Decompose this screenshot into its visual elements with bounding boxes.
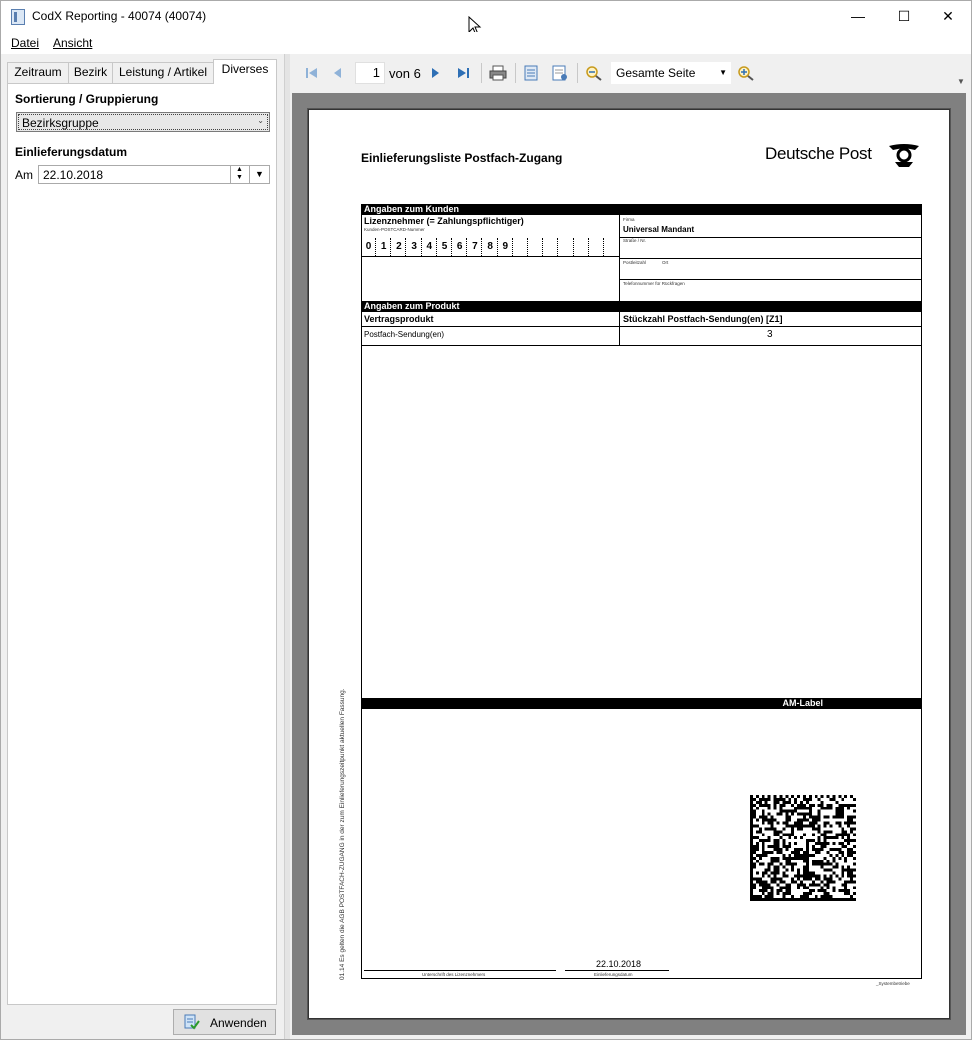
customer-number-digit: 0 [362, 238, 376, 256]
datamatrix-code [750, 795, 856, 901]
signature-line [364, 970, 556, 971]
delivery-date-value: 22.10.2018 [43, 168, 104, 182]
apply-button[interactable] [173, 1009, 276, 1035]
toolbar-separator [515, 63, 516, 83]
previous-page-icon[interactable] [329, 65, 347, 81]
delivery-date-input[interactable] [38, 165, 270, 184]
first-page-icon[interactable] [303, 65, 321, 81]
sort-label: Sortierung / Gruppierung [15, 92, 159, 106]
side-legal-text: 01.14 Es gelten die AGB POSTFACH-ZUGANG in der zum Einlieferungszeitpunkt aktuellen Fassung. [339, 688, 346, 980]
customer-number-digit [544, 238, 558, 256]
firm-value: Universal Mandant [623, 225, 695, 234]
phone-label: Telefonnummer für Rückfragen [623, 281, 685, 286]
zip-label: Postleitzahl [623, 260, 647, 265]
menu-view[interactable]: Ansicht [53, 36, 93, 50]
apply-button-label: Anwenden [210, 1016, 267, 1030]
calendar-dropdown-button[interactable]: ▼ [249, 166, 269, 183]
tab-zeitraum[interactable]: Zeitraum [7, 62, 69, 83]
date-spinner[interactable] [230, 166, 248, 183]
table-border [361, 215, 362, 301]
customer-number-digit: 3 [408, 238, 422, 256]
customer-number-digit: 8 [484, 238, 498, 256]
tab-diverses[interactable]: Diverses [213, 59, 277, 84]
table-border [361, 709, 362, 979]
tab-bezirk[interactable]: Bezirk [68, 62, 113, 83]
signature-caption: Unterschrift des Lizenznehmers [422, 972, 486, 977]
document-title: Einlieferungsliste Postfach-Zugang [361, 151, 563, 165]
date-line [565, 970, 669, 971]
table-border [619, 258, 921, 259]
zoom-value: Gesamte Seite [616, 66, 696, 80]
report-page [308, 109, 950, 1019]
customer-number-digit: 9 [499, 238, 513, 256]
table-border [921, 312, 922, 698]
toolbar-overflow-icon[interactable]: ▼ [957, 77, 965, 86]
table-border [361, 978, 922, 979]
zoom-in-icon[interactable] [737, 65, 755, 81]
customer-number-digit: 1 [377, 238, 391, 256]
sort-select[interactable] [16, 112, 270, 132]
count-header: Stückzahl Postfach-Sendung(en) [Z1] [623, 314, 783, 324]
app-icon [11, 9, 25, 25]
toolbar-separator [577, 63, 578, 83]
date-caption: Einlieferungsdatum [594, 972, 633, 977]
date-value: 22.10.2018 [596, 959, 642, 969]
minimize-button[interactable]: — [851, 8, 865, 24]
apply-icon [184, 1014, 200, 1030]
table-border [361, 312, 362, 698]
table-border [921, 215, 922, 301]
product-value: Postfach-Sendung(en) [364, 330, 445, 339]
table-border [361, 256, 619, 257]
customer-number-digit: 7 [468, 238, 482, 256]
count-value: 3 [767, 329, 773, 340]
customer-number-digit: 4 [423, 238, 437, 256]
chevron-down-icon: ⌄ [257, 116, 264, 125]
customer-number-digit [529, 238, 543, 256]
customer-number-digit: 6 [453, 238, 467, 256]
next-page-icon[interactable] [427, 65, 445, 81]
date-prefix: Am [15, 168, 33, 182]
section-product: Angaben zum Produkt [361, 301, 922, 312]
table-border [619, 237, 921, 238]
table-border [921, 709, 922, 979]
customer-number-digit: 2 [392, 238, 406, 256]
customer-number-label: Kunden-POSTCARD-Nummer [364, 227, 425, 232]
post-horn-icon [887, 140, 921, 168]
customer-number-digit: 5 [438, 238, 452, 256]
street-label: Straße / Nr. [623, 238, 647, 243]
maximize-button[interactable]: ☐ [897, 8, 911, 24]
delivery-date-label: Einlieferungsdatum [15, 145, 128, 159]
customer-number-digit [575, 238, 589, 256]
footer-small: _Systembetriebe [876, 981, 910, 986]
tab-leistung-artikel[interactable]: Leistung / Artikel [112, 62, 214, 83]
page-count: von 6 [389, 66, 421, 81]
zoom-out-icon[interactable] [585, 65, 603, 81]
spin-up-icon[interactable]: ▲ [236, 166, 243, 173]
last-page-icon[interactable] [455, 65, 473, 81]
deutsche-post-logo-text: Deutsche Post [765, 144, 872, 163]
section-customer: Angaben zum Kunden [361, 204, 922, 215]
customer-number-digit [590, 238, 604, 256]
page-number-input[interactable]: 1 [355, 62, 385, 84]
table-border [619, 312, 620, 345]
report-preview [292, 93, 966, 1035]
options-panel [7, 83, 277, 1005]
close-button[interactable]: ✕ [942, 8, 954, 24]
window-title: CodX Reporting - 40074 (40074) [32, 9, 207, 23]
customer-number-digit [560, 238, 574, 256]
table-border [361, 345, 922, 346]
sort-select-value: Bezirksgruppe [18, 114, 268, 130]
print-icon[interactable] [489, 65, 507, 81]
spin-down-icon[interactable]: ▼ [236, 174, 243, 181]
city-label: Ort [662, 260, 669, 265]
preview-toolbar [291, 57, 968, 89]
customer-number-digit [514, 238, 528, 256]
table-border [361, 326, 922, 327]
licensee-label: Lizenznehmer (= Zahlungspflichtiger) [364, 216, 524, 226]
toolbar-separator [481, 63, 482, 83]
menu-bar [1, 32, 971, 54]
panel-splitter[interactable] [284, 54, 290, 1039]
chevron-down-icon: ▼ [719, 68, 727, 77]
zoom-select[interactable] [611, 62, 731, 84]
product-header: Vertragsprodukt [364, 314, 434, 324]
am-label-bar: AM-Label [361, 698, 922, 709]
page-setup-icon[interactable] [551, 65, 569, 81]
firm-label: Firma [623, 217, 635, 222]
export-icon[interactable] [523, 65, 541, 81]
table-border [619, 279, 921, 280]
title-bar [1, 1, 971, 32]
menu-file[interactable]: Datei [11, 36, 40, 50]
